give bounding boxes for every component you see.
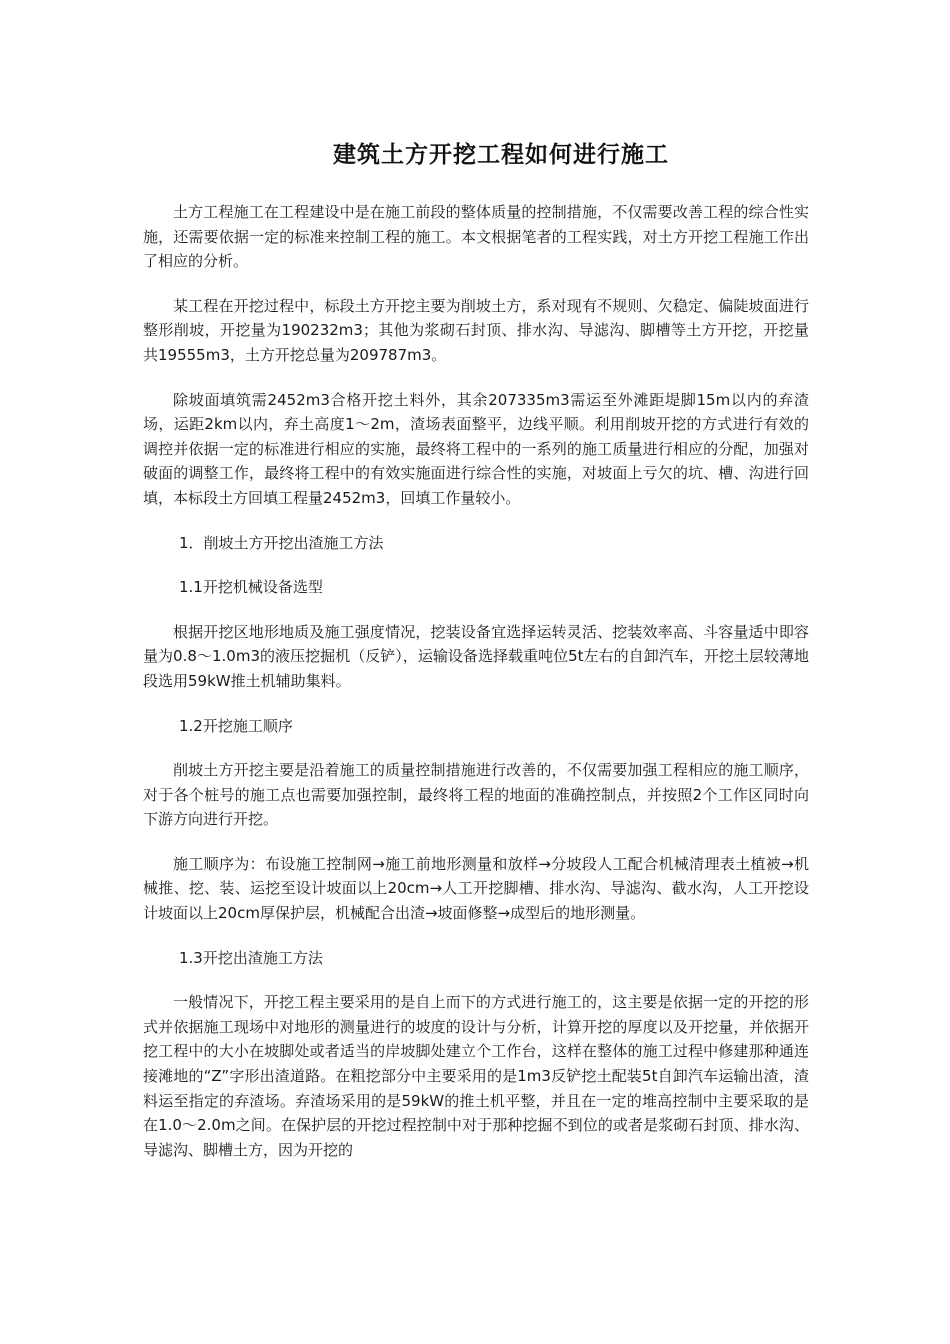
section-heading-1-2: 1.2开挖施工顺序 [179, 716, 293, 735]
page-title: 建筑土方开挖工程如何进行施工 [333, 142, 669, 168]
paragraph-construction-sequence: 施工顺序为：布设施工控制网→施工前地形测量和放样→分坡段人工配合机械清理表土植被→机械推、挖、装、运挖至设计坡面以上20cm→人工开挖脚槽、排水沟、导滤沟、截水沟，人工开挖设计坡面以上20cm厚保护层，机械配合出渣→坡面修整→成型后的地形测量。 [143, 854, 809, 923]
paragraph-intro: 土方工程施工在工程建设中是在施工前段的整体质量的控制措施，不仅需要改善工程的综合性实施，还需要依据一定的标准来控制工程的施工。本文根据笔者的工程实践，对土方开挖工程施工作出了相应的分析。 [143, 203, 809, 271]
section-heading-1-3: 1.3开挖出渣施工方法 [179, 948, 323, 967]
paragraph-excavation-method: 一般情况下，开挖工程主要采用的是自上而下的方式进行施工的，这主要是依据一定的开挖的形式并依据施工现场中对地形的测量进行的坡度的设计与分析，计算开挖的厚度以及开挖量，并依据开挖工程中的大小在坡脚处或者适当的岸坡脚处建立个工作台，这样在整体的施工过程中修建那种通连接滩地的“Z”字形出渣道路。在粗挖部分中主要采用的是1m3反铲挖土配装5t自卸汽车运输出渣，渣料运至指定的弃渣场。弃渣场采用的是59kW的推土机平整，并且在一定的堆高控制中主要采取的是在1.0～2.0m之间。在保护层的开挖过程控制中对于那种挖掘不到位的或者是浆砌石封顶、排水沟、导滤沟、脚槽土方，因为开挖的 [143, 993, 809, 1159]
paragraph-excavation-order: 削坡土方开挖主要是沿着施工的质量控制措施进行改善的，不仅需要加强工程相应的施工顺序，对于各个桩号的施工点也需要加强控制，最终将工程的地面的准确控制点，并按照2个工作区同时向下游方向进行开挖。 [143, 761, 809, 829]
paragraph-fill-and-disposal: 除坡面填筑需2452m3合格开挖土料外，其余207335m3需运至外滩距堤脚15m以内的弃渣场，运距2km以内，弃土高度1～2m，渣场表面整平，边线平顺。利用削坡开挖的方式进行有效的调控并依据一定的标准进行相应的实施，最终将工程中的一系列的施工质量进行相应的分配，加强对破面的调整工作，最终将工程中的有效实施面进行综合性的实施，对坡面上亏欠的坑、槽、沟进行回填，本标段土方回填工程量2452m3，回填工作量较小。 [143, 390, 809, 507]
paragraph-equipment-selection: 根据开挖区地形地质及施工强度情况，挖装设备宜选择运转灵活、挖装效率高、斗容量适中即容量为0.8～1.0m3的液压挖掘机（反铲），运输设备选择载重吨位5t左右的自卸汽车，开挖土层较薄地段选用59kW推土机辅助集料。 [143, 622, 809, 690]
paragraph-project-overview: 某工程在开挖过程中，标段土方开挖主要为削坡土方，系对现有不规则、欠稳定、偏陡坡面进行整形削坡，开挖量为190232m3；其他为浆砌石封顶、排水沟、导滤沟、脚槽等土方开挖，开挖量共19555m3，土方开挖总量为209787m3。 [143, 296, 809, 364]
section-heading-1: 1．削坡土方开挖出渣施工方法 [179, 533, 384, 552]
document-body [143, 200, 809, 1182]
section-heading-1-1: 1.1开挖机械设备选型 [179, 578, 323, 597]
